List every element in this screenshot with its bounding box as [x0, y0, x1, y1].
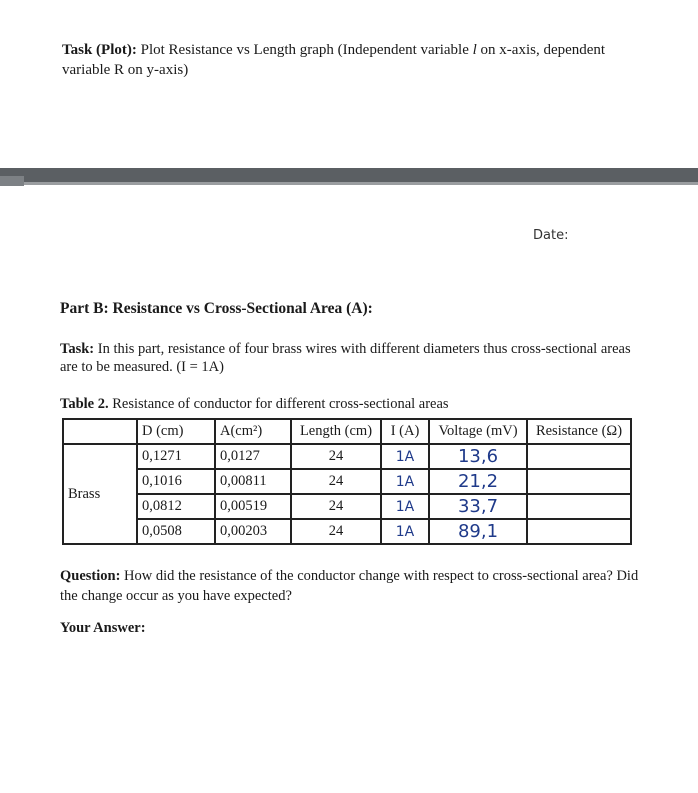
cell-area: 0,0127: [215, 444, 291, 469]
table-row: [63, 469, 631, 494]
cell-length: 24: [291, 444, 381, 469]
plot-task-line1b: on x-axis, dependent: [480, 42, 606, 58]
date-label: Date:: [533, 228, 569, 243]
cell-area: 0,00203: [215, 519, 291, 544]
question-text: [60, 566, 640, 606]
cell-resistance: [527, 519, 631, 544]
plot-task-line1: Plot Resistance vs Length graph (Independent variable: [140, 42, 469, 58]
cell-voltage: 21,2: [429, 469, 527, 494]
plot-task-text: [62, 40, 622, 80]
table-caption-text: Resistance of conductor for different cross-sectional areas: [112, 396, 449, 412]
cell-resistance: [527, 469, 631, 494]
header-current: I (A): [381, 419, 429, 444]
cell-resistance: [527, 444, 631, 469]
header-area: A(cm²): [215, 419, 291, 444]
plot-task-variable: l: [472, 42, 477, 58]
cell-resistance: [527, 494, 631, 519]
page-divider-left-tab: [0, 176, 24, 186]
table-row: [63, 444, 631, 469]
table-caption-label: Table 2.: [60, 396, 109, 412]
header-empty: [63, 419, 137, 444]
table-caption: [60, 396, 449, 413]
header-diameter: D (cm): [137, 419, 215, 444]
header-voltage: Voltage (mV): [429, 419, 527, 444]
part-b-task-label: Task:: [60, 341, 95, 357]
answer-label: Your Answer:: [60, 620, 146, 636]
cell-voltage: 89,1: [429, 519, 527, 544]
cell-length: 24: [291, 519, 381, 544]
plot-task-label: Task (Plot):: [62, 42, 137, 58]
header-length: Length (cm): [291, 419, 381, 444]
resistance-table: [62, 418, 632, 545]
table-row: [63, 519, 631, 544]
table-header-row: [63, 419, 631, 444]
part-b-heading: Part B: Resistance vs Cross-Sectional Area (A):: [60, 300, 373, 317]
top-page-section: [0, 0, 698, 168]
cell-area: 0,00811: [215, 469, 291, 494]
cell-voltage: 33,7: [429, 494, 527, 519]
cell-length: 24: [291, 494, 381, 519]
cell-diameter: 0,0508: [137, 519, 215, 544]
cell-current: 1A: [381, 519, 429, 544]
cell-current: 1A: [381, 444, 429, 469]
material-cell: Brass: [63, 444, 137, 544]
header-resistance: Resistance (Ω): [527, 419, 631, 444]
question-label: Question:: [60, 568, 121, 584]
page-divider-band: [0, 168, 698, 182]
plot-task-line2: variable R on y-axis): [62, 62, 189, 78]
cell-area: 0,00519: [215, 494, 291, 519]
cell-length: 24: [291, 469, 381, 494]
part-b-task-text: In this part, resistance of four brass wires with different diameters thus cross-sectional areas are to be measured. (I = 1A): [60, 341, 631, 375]
part-b-task: [60, 340, 650, 376]
cell-diameter: 0,1271: [137, 444, 215, 469]
cell-current: 1A: [381, 494, 429, 519]
cell-diameter: 0,1016: [137, 469, 215, 494]
cell-diameter: 0,0812: [137, 494, 215, 519]
page-divider-edge: [0, 182, 698, 185]
question-body: How did the resistance of the conductor change with respect to cross-sectional area? Did the change occur as you have expected?: [60, 568, 639, 604]
table-row: [63, 494, 631, 519]
cell-current: 1A: [381, 469, 429, 494]
cell-voltage: 13,6: [429, 444, 527, 469]
